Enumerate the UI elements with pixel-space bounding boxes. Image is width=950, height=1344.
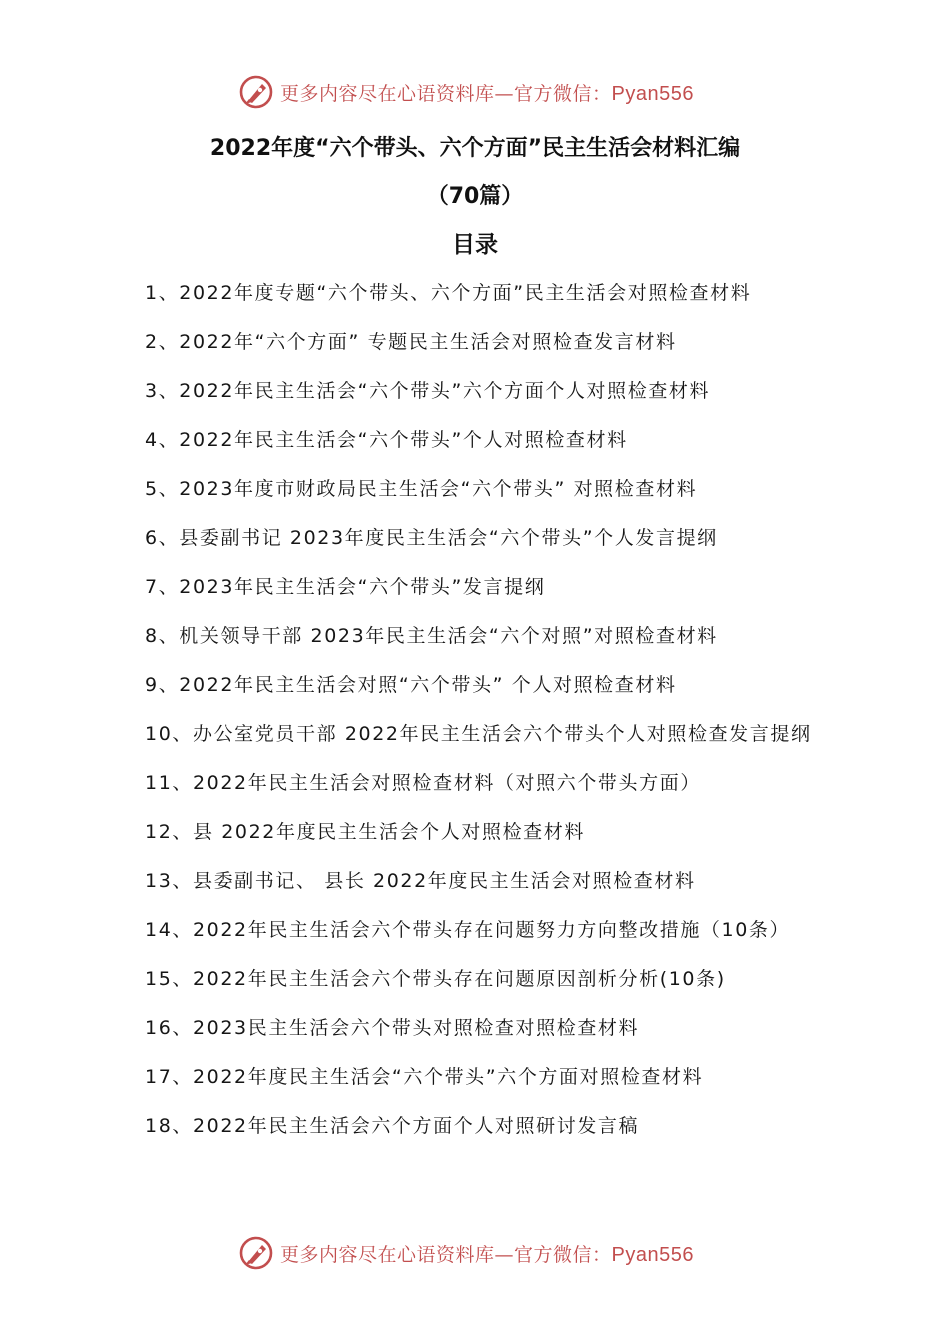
toc-item[interactable]: 17、2022年度民主生活会“六个带头”六个方面对照检查材料	[145, 1066, 704, 1088]
toc-item[interactable]: 9、2022年民主生活会对照“六个带头” 个人对照检查材料	[145, 674, 677, 696]
watermark-text	[280, 1240, 694, 1267]
toc-list	[145, 270, 825, 1152]
watermark-header	[238, 72, 694, 112]
toc-item[interactable]: 1、2022年度专题“六个带头、六个方面”民主生活会对照检查材料	[145, 282, 752, 304]
toc-item[interactable]: 15、2022年民主生活会六个带头存在问题原因剖析分析(10条)	[145, 968, 726, 990]
toc-item[interactable]: 11、2022年民主生活会对照检查材料（对照六个带头方面）	[145, 772, 701, 794]
watermark-text-cn: 更多内容尽在心语资料库—官方微信：	[280, 1243, 612, 1266]
watermark-wechat-id: Pyan556	[611, 82, 694, 105]
toc-item[interactable]: 5、2023年度市财政局民主生活会“六个带头” 对照检查材料	[145, 478, 698, 500]
toc-item[interactable]: 3、2022年民主生活会“六个带头”六个方面个人对照检查材料	[145, 380, 711, 402]
document-subtitle-count: （70篇）	[426, 184, 524, 209]
toc-item[interactable]: 6、县委副书记 2023年度民主生活会“六个带头”个人发言提纲	[145, 527, 718, 549]
pen-nib-circle-icon	[238, 74, 274, 110]
toc-item[interactable]: 8、机关领导干部 2023年民主生活会“六个对照”对照检查材料	[145, 625, 718, 647]
watermark-footer	[238, 1233, 694, 1273]
toc-item[interactable]: 10、办公室党员干部 2022年民主生活会六个带头个人对照检查发言提纲	[145, 723, 812, 745]
toc-item[interactable]: 7、2023年民主生活会“六个带头”发言提纲	[145, 576, 546, 598]
toc-item[interactable]: 13、县委副书记、 县长 2022年度民主生活会对照检查材料	[145, 870, 696, 892]
toc-item[interactable]: 14、2022年民主生活会六个带头存在问题努力方向整改措施（10条）	[145, 919, 791, 941]
toc-heading: 目录	[452, 232, 498, 258]
toc-item[interactable]: 12、县 2022年度民主生活会个人对照检查材料	[145, 821, 585, 843]
watermark-text-cn: 更多内容尽在心语资料库—官方微信：	[280, 82, 612, 105]
toc-item[interactable]: 2、2022年“六个方面” 专题民主生活会对照检查发言材料	[145, 331, 677, 353]
toc-item[interactable]: 18、2022年民主生活会六个方面个人对照研讨发言稿	[145, 1115, 640, 1137]
toc-item[interactable]: 16、2023民主生活会六个带头对照检查对照检查材料	[145, 1017, 640, 1039]
document-title: 2022年度“六个带头、六个方面”民主生活会材料汇编	[209, 136, 741, 161]
watermark-text	[280, 79, 694, 106]
watermark-wechat-id: Pyan556	[611, 1243, 694, 1266]
pen-nib-circle-icon	[238, 1235, 274, 1271]
toc-item[interactable]: 4、2022年民主生活会“六个带头”个人对照检查材料	[145, 429, 628, 451]
